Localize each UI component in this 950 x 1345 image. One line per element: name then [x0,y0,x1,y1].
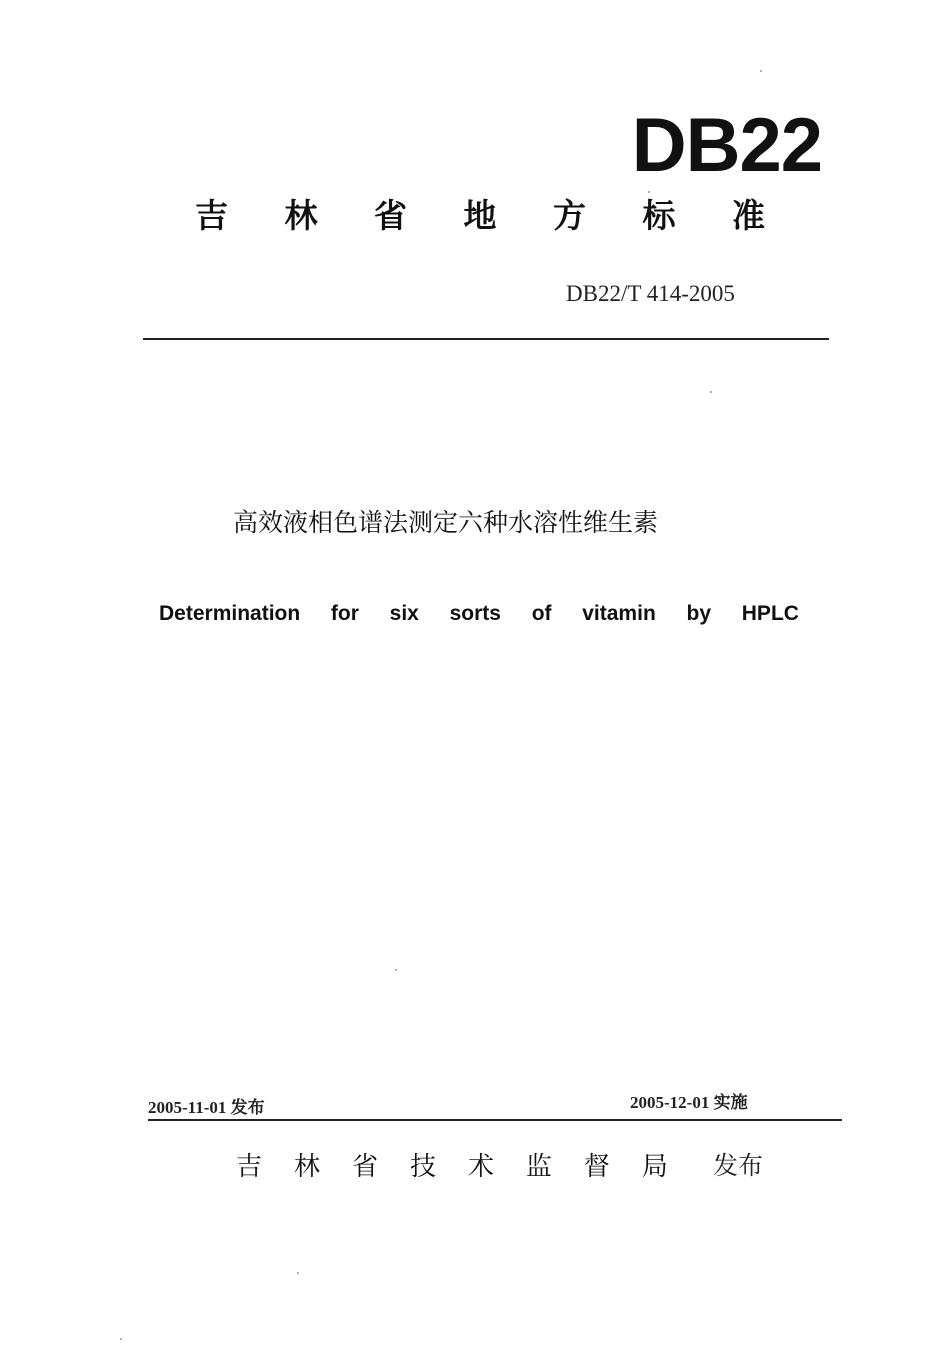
title-word: Determination [159,602,301,625]
issuer-char: 省 [351,1152,378,1182]
scan-speck [297,1272,299,1274]
title-word: sorts [449,602,501,625]
title-word: by [686,602,712,625]
bottom-divider [148,1119,842,1121]
title-word: vitamin [582,602,656,625]
title-char: 方 [553,196,586,235]
scan-speck [648,191,650,193]
scan-speck [120,1338,122,1340]
issuer-char: 督 [583,1152,610,1182]
title-char: 省 [374,196,407,235]
title-char: 林 [284,196,318,235]
issuer-char: 局 [641,1152,668,1182]
scan-speck [710,391,712,393]
issuer-char: 技 [409,1152,436,1182]
title-char: 吉 [195,196,228,235]
issue-label: 发布 [713,1151,764,1180]
document-title-english [159,602,799,626]
title-word: six [389,602,419,625]
issue-date: 2005-11-01 发布 [148,1098,265,1117]
title-char: 准 [732,196,765,235]
standard-type-title [195,196,765,236]
title-word: of [531,602,552,625]
issuer-char: 林 [293,1152,320,1182]
title-word: for [330,602,359,625]
issuer-char: 术 [467,1152,494,1182]
issuing-authority [236,1146,668,1183]
issuer-char: 监 [525,1152,552,1182]
scan-speck [760,70,762,72]
title-char: 标 [642,196,676,235]
scan-speck [395,969,397,971]
document-title-chinese: 高效液相色谱法测定六种水溶性维生素 [233,508,659,537]
title-char: 地 [463,196,497,235]
standard-number: DB22/T 414-2005 [566,281,735,306]
implementation-date: 2005-12-01 实施 [630,1093,748,1112]
top-divider [143,338,829,340]
issuer-char: 吉 [236,1152,263,1182]
title-word: HPLC [741,602,799,625]
standard-code-logo: DB22 [631,103,822,188]
